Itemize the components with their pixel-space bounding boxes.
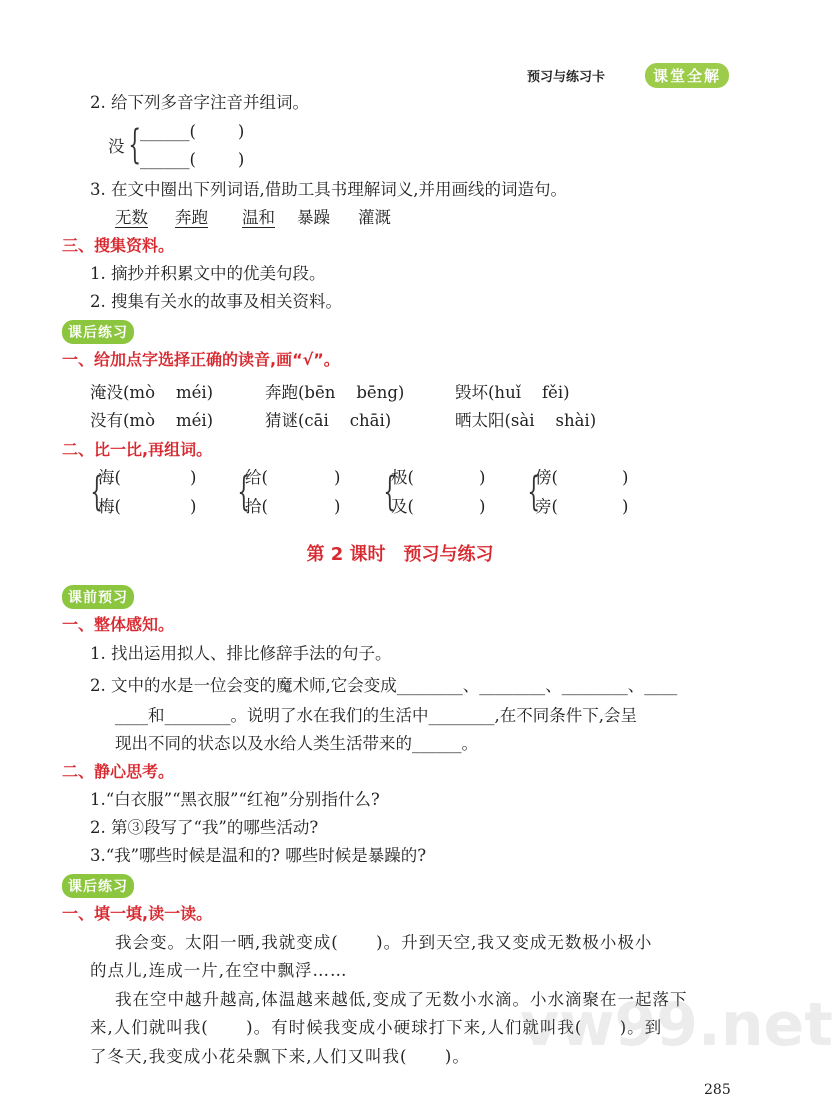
question-3: 3. 在文中圈出下列词语,借助工具书理解词义,并用画线的词造句。 — [90, 180, 567, 199]
answer-blank: ______( ) — [140, 150, 245, 169]
paren: ) — [622, 497, 629, 516]
brace: { — [237, 469, 251, 515]
paren: ) — [334, 468, 341, 487]
pinyin-item: 没有(mò méi) — [90, 411, 214, 430]
after-class-badge: 课后练习 — [62, 874, 134, 898]
compare-item: 拾( — [245, 497, 268, 516]
section-heading: 二、比一比,再组词。 — [62, 440, 213, 459]
section-header: 预习与练习卡 — [527, 70, 606, 85]
watermark: vw99.net — [520, 990, 833, 1060]
item-cont: 现出不同的状态以及水给人类生活带来的______。 — [115, 734, 478, 753]
pinyin-item: 淹没(mò méi) — [90, 383, 214, 402]
section-heading: 一、填一填,读一读。 — [62, 904, 213, 923]
brace: { — [527, 469, 541, 515]
pinyin-item: 猜谜(cāi chāi) — [265, 411, 392, 430]
before-class-badge: 课前预习 — [62, 585, 134, 609]
compare-item: 梅( — [98, 497, 121, 516]
item: 2. 第③段写了“我”的哪些活动? — [90, 818, 319, 837]
brace: { — [128, 122, 142, 168]
passage-line: 来,人们就叫我( )。有时候我变成小硬球打下来,人们就叫我( )。到 — [90, 1018, 663, 1037]
brace: { — [383, 469, 397, 515]
question-2: 2. 给下列多音字注音并组词。 — [90, 93, 309, 112]
word: 温和 — [242, 208, 275, 227]
item: 1. 摘抄并积累文中的优美句段。 — [90, 264, 326, 283]
brace: { — [90, 469, 104, 515]
passage-line: 我在空中越升越高,体温越来越低,变成了无数小水滴。小水滴聚在一起落下 — [115, 990, 688, 1009]
passage-line: 了冬天,我变成小花朵飘下来,人们又叫我( )。 — [90, 1047, 470, 1066]
paren: ) — [479, 497, 486, 516]
page-number: 285 — [704, 1082, 731, 1098]
section-heading: 三、搜集资料。 — [62, 236, 175, 255]
paren: ) — [622, 468, 629, 487]
compare-item: 极( — [391, 468, 414, 487]
item: 2. 文中的水是一位会变的魔术师,它会变成________、________、________、____ — [90, 676, 678, 695]
pinyin-item: 晒太阳(sài shài) — [455, 411, 597, 430]
after-class-badge: 课后练习 — [62, 320, 134, 344]
compare-item: 给( — [245, 468, 268, 487]
section-heading: 一、给加点字选择正确的读音,画“√”。 — [62, 350, 340, 369]
item: 3.“我”哪些时候是温和的? 哪些时候是暴躁的? — [90, 846, 427, 865]
lesson-title: 第 2 课时 预习与练习 — [306, 544, 494, 565]
item-cont: ____和________。说明了水在我们的生活中________,在不同条件下,会呈 — [115, 706, 637, 725]
section-heading: 二、静心思考。 — [62, 762, 175, 781]
word: 无数 — [115, 208, 148, 227]
answer-blank: ______( ) — [140, 122, 245, 141]
paren: ) — [334, 497, 341, 516]
item: 2. 搜集有关水的故事及相关资料。 — [90, 292, 342, 311]
paren: ) — [190, 468, 197, 487]
header-badge: 课堂全解 — [645, 63, 729, 88]
passage-line: 我会变。太阳一晒,我就变成( )。升到天空,我又变成无数极小极小 — [115, 933, 653, 952]
paren: ) — [190, 497, 197, 516]
word: 灌溉 — [358, 208, 391, 227]
section-heading: 一、整体感知。 — [62, 615, 175, 634]
item: 1. 找出运用拟人、排比修辞手法的句子。 — [90, 644, 392, 663]
paren: ) — [479, 468, 486, 487]
item: 1.“白衣服”“黑衣服”“红袍”分别指什么? — [90, 790, 380, 809]
compare-item: 海( — [98, 468, 121, 487]
compare-item: 旁( — [535, 497, 558, 516]
pinyin-item: 奔跑(bēn bēng) — [265, 383, 405, 402]
compare-item: 傍( — [535, 468, 558, 487]
polyphone-char: 没 — [108, 137, 125, 156]
word: 奔跑 — [175, 208, 208, 227]
pinyin-item: 毁坏(huǐ fěi) — [455, 383, 570, 402]
word: 暴躁 — [297, 208, 330, 227]
compare-item: 及( — [391, 497, 414, 516]
passage-line: 的点儿,连成一片,在空中飘浮…… — [90, 961, 348, 980]
